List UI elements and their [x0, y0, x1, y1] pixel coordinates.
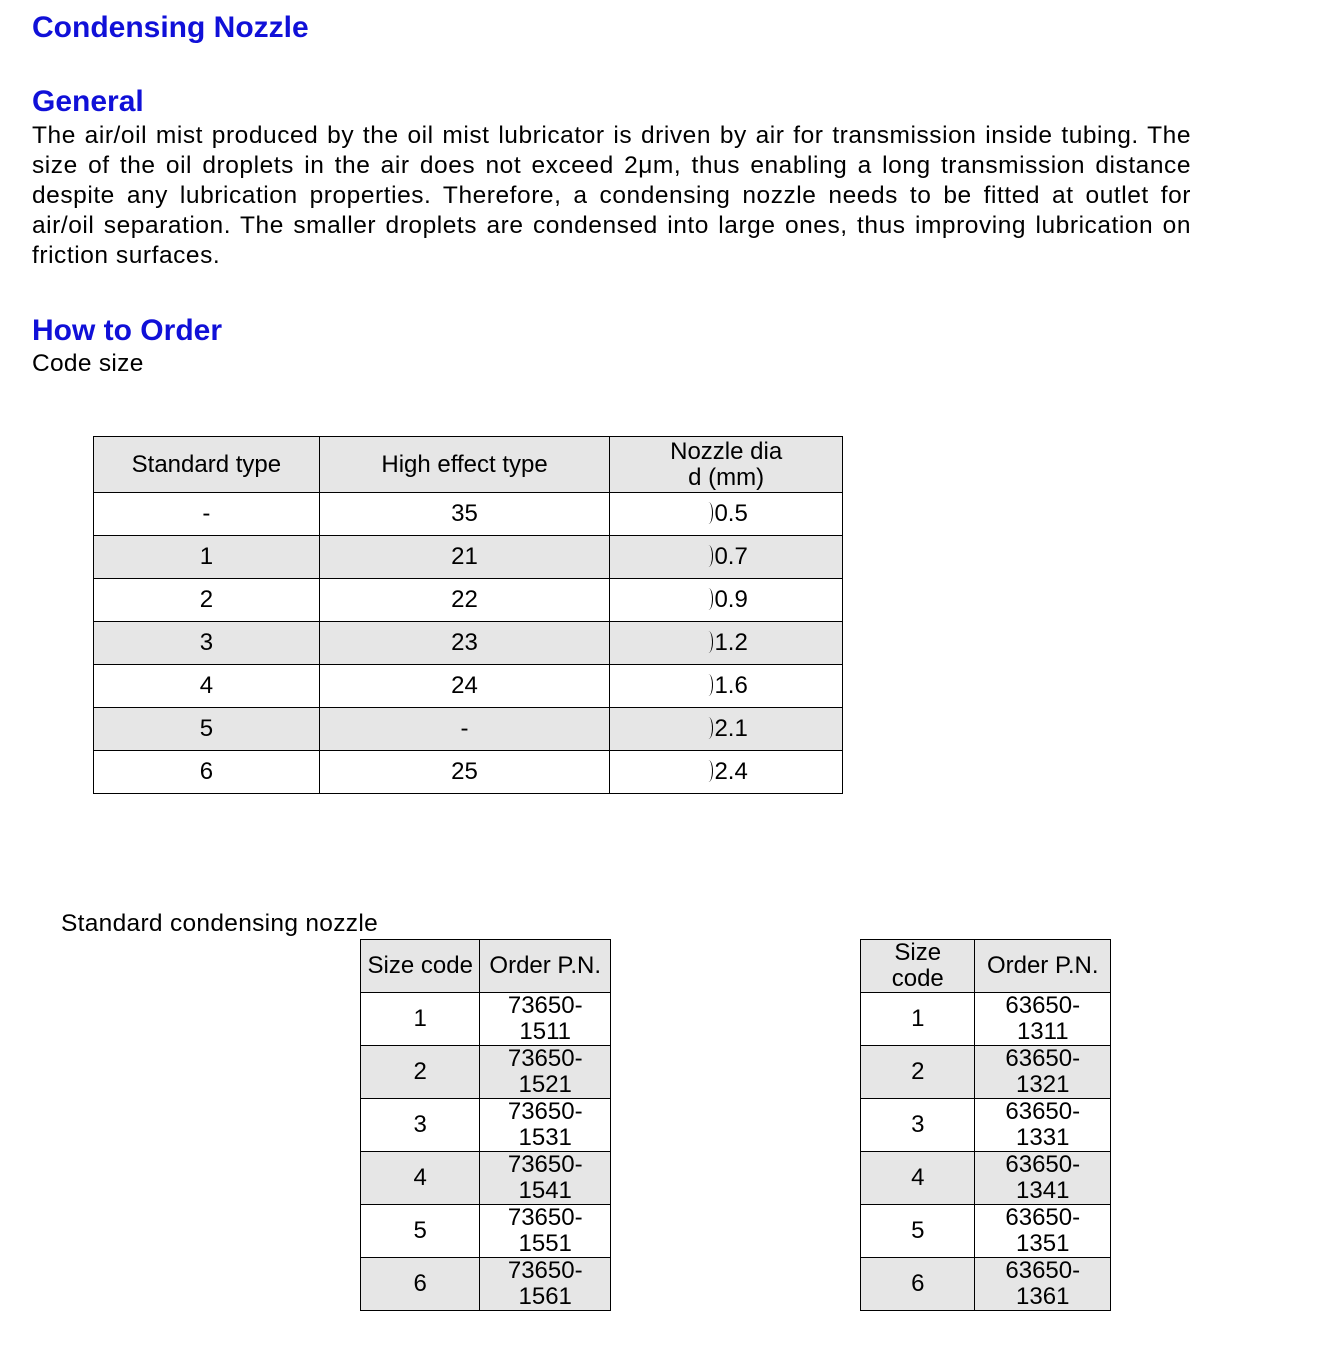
- standard-type-cell: 4: [94, 665, 320, 708]
- nozzle-dia-value: 1.6: [714, 672, 748, 699]
- order-pn-suffix: 1511: [519, 1018, 572, 1045]
- header-standard-type: Standard type: [94, 437, 320, 493]
- standard-type-cell: -: [94, 493, 320, 536]
- header-nozzle-dia-line2: d (mm): [688, 463, 765, 491]
- table-row: [361, 1099, 611, 1152]
- header-nozzle-dia: [610, 437, 843, 493]
- order-pn-cell: [480, 993, 611, 1046]
- nozzle-dia-cell: [610, 751, 843, 794]
- table-header-row: [861, 940, 1111, 993]
- diameter-symbol-icon: [704, 717, 713, 739]
- diameter-symbol-icon: [704, 545, 713, 567]
- order-pn-cell: [975, 1099, 1111, 1152]
- order-pn-suffix: 1341: [1016, 1177, 1070, 1204]
- order-pn-cell: [480, 1152, 611, 1205]
- table-row: [861, 1258, 1111, 1311]
- high-effect-type-cell: 25: [319, 751, 610, 794]
- order-pn-cell: [975, 1046, 1111, 1099]
- standard-type-cell: 6: [94, 751, 320, 794]
- nozzle-dia-value: 2.1: [714, 715, 748, 742]
- size-code-cell: 6: [861, 1258, 975, 1311]
- nozzle-dia-cell: [610, 708, 843, 751]
- order-pn-prefix: 63650-: [1005, 1204, 1081, 1231]
- order-pn-prefix: 63650-: [1005, 1098, 1081, 1125]
- high-effect-order-table: [860, 939, 1111, 1311]
- order-pn-suffix: 1351: [1016, 1230, 1070, 1257]
- high-effect-type-cell: -: [319, 708, 610, 751]
- table-row: [361, 993, 611, 1046]
- order-pn-prefix: 73650-: [507, 1151, 583, 1178]
- order-pn-cell: [480, 1099, 611, 1152]
- code-size-table: [93, 436, 843, 794]
- order-pn-cell: [975, 993, 1111, 1046]
- header-size-code: Size code: [361, 940, 480, 993]
- standard-type-cell: 5: [94, 708, 320, 751]
- nozzle-dia-cell: [610, 493, 843, 536]
- nozzle-dia-value: 2.4: [714, 758, 748, 785]
- how-to-order-heading: How to Order: [32, 314, 223, 347]
- nozzle-dia-cell: [610, 579, 843, 622]
- table-row: [861, 1046, 1111, 1099]
- diameter-symbol-icon: [704, 674, 713, 696]
- header-order-pn: Order P.N.: [975, 940, 1111, 993]
- standard-condensing-nozzle-label: Standard condensing nozzle: [61, 910, 378, 937]
- order-pn-prefix: 63650-: [1005, 1257, 1081, 1284]
- diameter-symbol-icon: [704, 760, 713, 782]
- size-code-cell: 2: [361, 1046, 480, 1099]
- order-pn-suffix: 1561: [518, 1283, 572, 1310]
- nozzle-dia-cell: [610, 536, 843, 579]
- order-pn-prefix: 73650-: [507, 1257, 583, 1284]
- table-row: [861, 993, 1111, 1046]
- order-pn-suffix: 1551: [518, 1230, 572, 1257]
- high-effect-type-cell: 23: [319, 622, 610, 665]
- order-pn-cell: [480, 1205, 611, 1258]
- order-pn-suffix: 1531: [518, 1124, 572, 1151]
- general-heading: General: [32, 85, 144, 118]
- standard-order-table: [360, 939, 611, 1311]
- size-code-cell: 3: [361, 1099, 480, 1152]
- table-row: [94, 622, 843, 665]
- table-row: [361, 1046, 611, 1099]
- order-pn-prefix: 63650-: [1005, 992, 1081, 1019]
- table-row: [94, 665, 843, 708]
- table-row: [94, 536, 843, 579]
- standard-type-cell: 3: [94, 622, 320, 665]
- high-effect-type-cell: 24: [319, 665, 610, 708]
- nozzle-dia-cell: [610, 665, 843, 708]
- nozzle-dia-value: 0.9: [714, 586, 748, 613]
- size-code-cell: 1: [361, 993, 480, 1046]
- high-effect-type-cell: 35: [319, 493, 610, 536]
- nozzle-dia-value: 0.5: [714, 500, 748, 527]
- order-pn-suffix: 1311: [1016, 1018, 1069, 1045]
- table-row: [861, 1205, 1111, 1258]
- order-pn-suffix: 1361: [1016, 1283, 1070, 1310]
- table-row: [94, 708, 843, 751]
- standard-type-cell: 1: [94, 536, 320, 579]
- order-pn-prefix: 63650-: [1005, 1045, 1081, 1072]
- code-size-label: Code size: [32, 350, 144, 377]
- table-header-row: [361, 940, 611, 993]
- header-high-effect-type: High effect type: [319, 437, 610, 493]
- size-code-cell: 6: [361, 1258, 480, 1311]
- table-row: [861, 1099, 1111, 1152]
- nozzle-dia-value: 0.7: [714, 543, 748, 570]
- high-effect-type-cell: 22: [319, 579, 610, 622]
- diameter-symbol-icon: [704, 502, 713, 524]
- nozzle-dia-value: 1.2: [714, 629, 748, 656]
- order-pn-prefix: 73650-: [507, 1098, 583, 1125]
- header-size-code-line2: code: [891, 965, 944, 992]
- size-code-cell: 1: [861, 993, 975, 1046]
- order-pn-suffix: 1541: [518, 1177, 572, 1204]
- size-code-cell: 2: [861, 1046, 975, 1099]
- header-size-code-line1: Size: [894, 939, 942, 966]
- table-row: [94, 579, 843, 622]
- nozzle-dia-cell: [610, 622, 843, 665]
- header-nozzle-dia-line1: Nozzle dia: [670, 437, 783, 465]
- table-row: [361, 1152, 611, 1205]
- order-pn-suffix: 1321: [1016, 1071, 1070, 1098]
- order-pn-prefix: 73650-: [507, 1045, 583, 1072]
- page-title: Condensing Nozzle: [32, 11, 309, 44]
- order-pn-cell: [975, 1152, 1111, 1205]
- high-effect-type-cell: 21: [319, 536, 610, 579]
- order-pn-cell: [480, 1046, 611, 1099]
- order-pn-prefix: 63650-: [1005, 1151, 1081, 1178]
- size-code-cell: 5: [861, 1205, 975, 1258]
- table-row: [361, 1205, 611, 1258]
- table-row: [94, 493, 843, 536]
- table-row: [361, 1258, 611, 1311]
- order-pn-cell: [480, 1258, 611, 1311]
- standard-type-cell: 2: [94, 579, 320, 622]
- order-pn-suffix: 1331: [1016, 1124, 1070, 1151]
- header-order-pn: Order P.N.: [480, 940, 611, 993]
- size-code-cell: 4: [861, 1152, 975, 1205]
- order-pn-suffix: 1521: [518, 1071, 572, 1098]
- diameter-symbol-icon: [704, 631, 713, 653]
- order-pn-cell: [975, 1258, 1111, 1311]
- table-header-row: [94, 437, 843, 493]
- diameter-symbol-icon: [704, 588, 713, 610]
- header-size-code: [861, 940, 975, 993]
- size-code-cell: 5: [361, 1205, 480, 1258]
- order-pn-prefix: 73650-: [507, 992, 583, 1019]
- size-code-cell: 4: [361, 1152, 480, 1205]
- general-paragraph: The air/oil mist produced by the oil mist lubricator is driven by air for transmission inside tubing. The size of the oil droplets in the air does not exceed 2μm, thus enabling a long transmission distance despite any lubrication properties. Therefore, a condensing nozzle needs to be fitted at outlet for air/oil separation. The smaller droplets are condensed into large ones, thus improving lubrication on friction surfaces.: [32, 122, 1191, 269]
- order-pn-prefix: 73650-: [507, 1204, 583, 1231]
- table-row: [861, 1152, 1111, 1205]
- table-row: [94, 751, 843, 794]
- order-pn-cell: [975, 1205, 1111, 1258]
- size-code-cell: 3: [861, 1099, 975, 1152]
